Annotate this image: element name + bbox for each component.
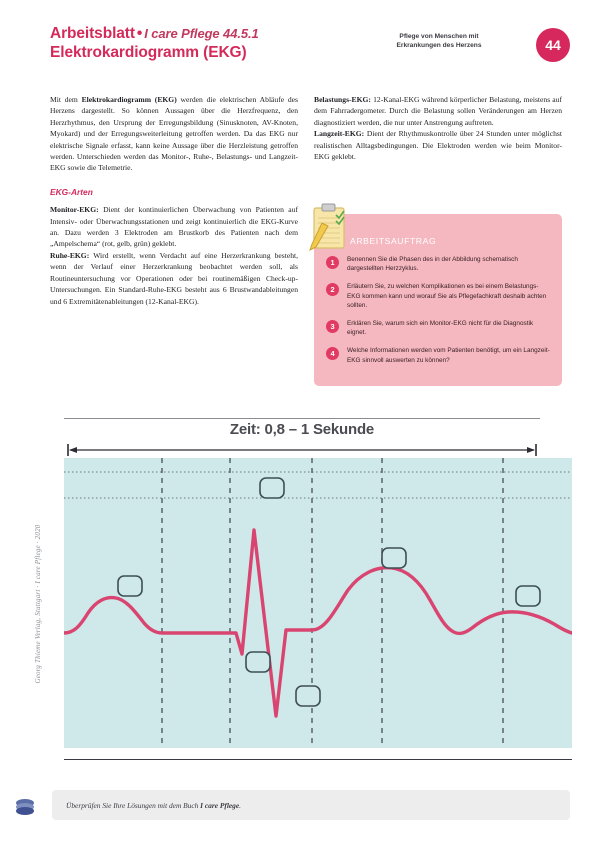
copyright-vertical-text: Georg Thieme Verlag, Stuttgart · I care Pflege · 2020 bbox=[34, 524, 42, 684]
chart-bottom-rule bbox=[64, 759, 572, 760]
footer-note-end: . bbox=[239, 800, 242, 810]
annotation-box-r[interactable] bbox=[260, 478, 284, 498]
annotation-box-p[interactable] bbox=[118, 576, 142, 596]
assignment-box bbox=[314, 214, 562, 386]
annotation-box-p2[interactable] bbox=[516, 586, 540, 606]
assignment-item bbox=[326, 255, 550, 273]
annotation-box-s[interactable] bbox=[296, 686, 320, 706]
assignment-number: 3 bbox=[326, 320, 339, 333]
annotation-boxes bbox=[118, 478, 540, 706]
worksheet-reference: I care Pflege 44.5.1 bbox=[144, 26, 259, 41]
left-text-column bbox=[50, 94, 298, 307]
footer-note-book: I care Pflege bbox=[200, 800, 240, 810]
annotation-box-q[interactable] bbox=[246, 652, 270, 672]
monitor-ekg-paragraph bbox=[50, 204, 298, 250]
chapter-subtitle-line1: Pflege von Menschen mit bbox=[399, 33, 479, 40]
intro-paragraph bbox=[50, 94, 298, 174]
chart-title: Zeit: 0,8 – 1 Sekunde bbox=[229, 421, 375, 438]
worksheet-heading bbox=[50, 24, 259, 43]
chapter-subtitle-line2: Erkrankungen des Herzens bbox=[396, 42, 482, 49]
assignment-item bbox=[326, 282, 550, 310]
belastungs-ekg-label: Belastungs-EKG: bbox=[314, 95, 371, 104]
assignment-text: Erklären Sie, warum sich ein Monitor-EKG nicht für die Diagnostik eignet. bbox=[347, 320, 534, 337]
assignment-text: Benennen Sie die Phasen des in der Abbildung schematisch dargestellten Herzzyklus. bbox=[347, 256, 518, 273]
belastungs-ekg-text: 12-Kanal-EKG während körperlicher Belastung, meistens auf dem Fahrradergometer. Durch die Belastung sollen Veränderungen am Herzen diagnostiziert werden, die nur unter Anstrengung auftreten. bbox=[314, 95, 562, 127]
ekg-plot-svg bbox=[64, 458, 572, 748]
footer-note bbox=[52, 790, 570, 820]
page-header bbox=[46, 24, 570, 82]
chart-title-bar bbox=[64, 418, 540, 441]
chapter-subtitle bbox=[364, 32, 514, 50]
chapter-number-badge: 44 bbox=[536, 28, 570, 62]
title-separator: • bbox=[136, 25, 143, 42]
worksheet-label: Arbeitsblatt bbox=[50, 25, 135, 42]
langzeit-ekg-text: Dient der Rhythmuskontrolle über 24 Stunden unter möglichst realistischen Alltagsbedingungen. Die Elektroden werden wie beim Monitor-EKG geklebt. bbox=[314, 129, 562, 162]
ekg-plot-area bbox=[64, 458, 572, 748]
right-text-column bbox=[314, 94, 562, 162]
time-span-arrow bbox=[64, 442, 540, 458]
publisher-logo bbox=[14, 797, 36, 817]
langzeit-ekg-paragraph bbox=[314, 128, 562, 162]
intro-rest: werden die elektrischen Abläufe des Herzens dargestellt. So können Aussagen über die Herzfrequenz, den Herzrhythmus, den Ursprung der Erregungsbildung (Sinusknoten, AV-Knoten, Myokard) und der Erregungsweiterleitung getroffen werden. Da das EKG nur elektrische Signale erfasst, kann keine Aussage über die Herzleistung getroffen werden. Unterschieden werden das Monitor-, Ruhe-, Belastungs- und Langzeit-EKG sowie die Telemetrie. bbox=[50, 95, 298, 173]
footer-note-plain: Überprüfen Sie Ihre Lösungen mit dem Buch bbox=[66, 800, 201, 810]
ruhe-ekg-text: Wird erstellt, wenn Verdacht auf eine Herzerkrankung besteht, wenn der Verlauf einer Herzerkrankung beobachtet werden soll, als Routineuntersuchung vor Operationen oder bei routinemäßigen Check-up-Untersuchungen. Ein Standard-Ruhe-EKG besteht aus 6 Brustwandableitungen und 6 Extremitätenableitungen (12-Kanal-EKG). bbox=[50, 250, 298, 306]
assignment-number: 2 bbox=[326, 283, 339, 296]
belastungs-ekg-paragraph bbox=[314, 94, 562, 128]
assignment-text: Welche Informationen werden vom Patienten benötigt, um ein Langzeit-EKG sinnvoll auswerten zu können? bbox=[347, 347, 550, 364]
ruhe-ekg-paragraph bbox=[50, 250, 298, 307]
footer-note-text bbox=[66, 801, 241, 810]
assignment-item bbox=[326, 319, 550, 337]
monitor-ekg-label: Monitor-EKG: bbox=[50, 205, 99, 215]
assignment-item bbox=[326, 346, 550, 364]
section-subheading: EKG-Arten bbox=[50, 186, 93, 197]
assignment-number: 1 bbox=[326, 256, 339, 269]
langzeit-ekg-label: Langzeit-EKG: bbox=[314, 129, 365, 139]
monitor-ekg-text: Dient der kontinuierlichen Überwachung von Patienten auf Intensiv- oder Überwachungsstationen und zeigt kontinuierlich die EKG-Kurve an. Dazu werden 3 Elektroden am Brustkorb des Patienten nach dem „Ampelschema“ (rot, gelb, grün) geklebt. bbox=[50, 205, 298, 249]
assignment-number: 4 bbox=[326, 347, 339, 360]
ruhe-ekg-label: Ruhe-EKG: bbox=[50, 250, 90, 260]
assignment-text: Erläutern Sie, zu welchen Komplikationen es bei einem Belastungs-EKG kommen kann und worauf Sie als Pflegefachkraft deshalb achten sollten. bbox=[347, 283, 547, 309]
vertical-grid-lines bbox=[162, 458, 503, 748]
page-title: Elektrokardiogramm (EKG) bbox=[50, 44, 247, 61]
ekg-figure bbox=[32, 418, 572, 770]
annotation-box-t[interactable] bbox=[382, 548, 406, 568]
title-block bbox=[50, 24, 259, 63]
intro-bold-term: Elektrokardiogramm (EKG) bbox=[81, 95, 177, 104]
assignment-title: ARBEITSAUFTRAG bbox=[350, 236, 437, 246]
horizontal-grid-lines bbox=[64, 472, 572, 498]
notepad-icon bbox=[306, 202, 352, 254]
intro-plain-start: Mit dem bbox=[50, 95, 82, 104]
